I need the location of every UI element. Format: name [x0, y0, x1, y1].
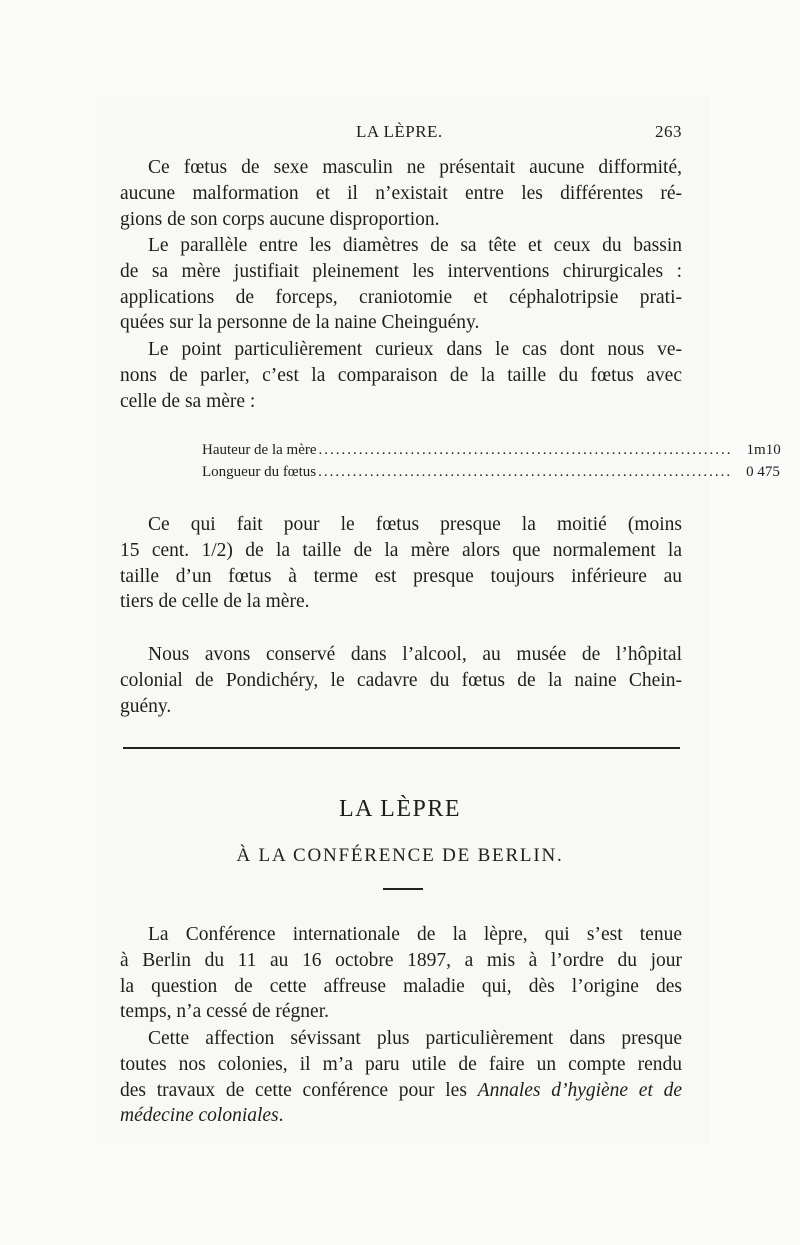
- text-line: Ce qui fait pour le fœtus presque la moitié (moins: [148, 514, 682, 535]
- measurement-label: Hauteur de la mère: [202, 442, 317, 458]
- measurement-value: 0 475: [746, 464, 780, 480]
- text-line: Le parallèle entre les diamètres de sa tête et ceux du bassin: [148, 235, 682, 256]
- leader-dots: ........................................................................: [318, 442, 733, 458]
- measurement-row: [202, 462, 780, 484]
- text-line: taille d’un fœtus à terme est presque toujours inférieure au: [120, 565, 682, 587]
- text-line: 15 cent. 1/2) de la taille de la mère alors que normalement la: [120, 539, 682, 561]
- text-line: La Conférence internationale de la lèpre, qui s’est tenue: [148, 924, 682, 945]
- section-subtitle: À LA CONFÉRENCE DE BERLIN.: [236, 845, 564, 866]
- paragraph-museum: [120, 642, 682, 719]
- text-line: Le point particulièrement curieux dans le cas dont nous ve-: [148, 339, 682, 360]
- paragraph-ratio: [120, 512, 682, 615]
- text-line: tiers de celle de la mère.: [120, 591, 310, 613]
- text-run: des travaux de cette conférence pour les: [120, 1079, 478, 1101]
- measurement-value: 1m10: [746, 442, 781, 458]
- leader-dots: ........................................................................: [318, 464, 733, 480]
- paragraph-conference: [120, 922, 682, 1025]
- text-line: quées sur la personne de la naine Cheinguény.: [120, 312, 480, 334]
- page-header: [120, 122, 682, 148]
- text-line: à Berlin du 11 au 16 octobre 1897, a mis à l’ordre du jour: [120, 949, 682, 971]
- text-line: de sa mère justifiait pleinement les interventions chirurgicales :: [120, 260, 682, 282]
- text-run: .: [278, 1105, 284, 1127]
- text-line: Nous avons conservé dans l’alcool, au musée de l’hôpital: [148, 644, 682, 665]
- text-line: guény.: [120, 695, 172, 717]
- title-underline: [383, 888, 423, 890]
- text-line: [120, 1103, 682, 1129]
- measurement-label: Longueur du fœtus: [202, 464, 317, 480]
- text-line: gions de son corps aucune disproportion.: [120, 208, 440, 230]
- text-line: applications de forceps, craniotomie et céphalotripsie prati-: [120, 286, 682, 308]
- text-line: Cette affection sévissant plus particulièrement dans presque: [148, 1028, 682, 1049]
- paragraph-comparison: [120, 337, 682, 414]
- running-title: LA LÈPRE.: [356, 122, 443, 141]
- text-line: celle de sa mère :: [120, 390, 256, 412]
- journal-title-italic: médecine coloniales: [120, 1105, 279, 1127]
- page-number: 263: [655, 122, 682, 141]
- text-line: nons de parler, c’est la comparaison de la taille du fœtus avec: [120, 364, 682, 386]
- text-line: Ce fœtus de sexe masculin ne présentait aucune difformité,: [148, 157, 682, 178]
- paragraph-foetus-description: [120, 155, 682, 232]
- text-line: aucune malformation et il n’existait entre les différentes ré-: [120, 182, 682, 204]
- paragraph-annales: [120, 1026, 682, 1129]
- measurement-row: [202, 440, 781, 462]
- text-line: colonial de Pondichéry, le cadavre du fœtus de la naine Chein-: [120, 669, 682, 691]
- text-line: la question de cette affreuse maladie qui, dès l’origine des: [120, 975, 682, 997]
- section-divider: [123, 747, 680, 749]
- text-line: [120, 1078, 682, 1104]
- text-line: temps, n’a cessé de régner.: [120, 1001, 329, 1023]
- paragraph-parallel-diameters: [120, 233, 682, 336]
- measurements-table: [202, 440, 781, 484]
- section-title: LA LÈPRE: [338, 796, 461, 822]
- text-line: toutes nos colonies, il m’a paru utile de faire un compte rendu: [120, 1053, 682, 1075]
- journal-title-italic: Annales d’hygiène et de: [477, 1079, 682, 1101]
